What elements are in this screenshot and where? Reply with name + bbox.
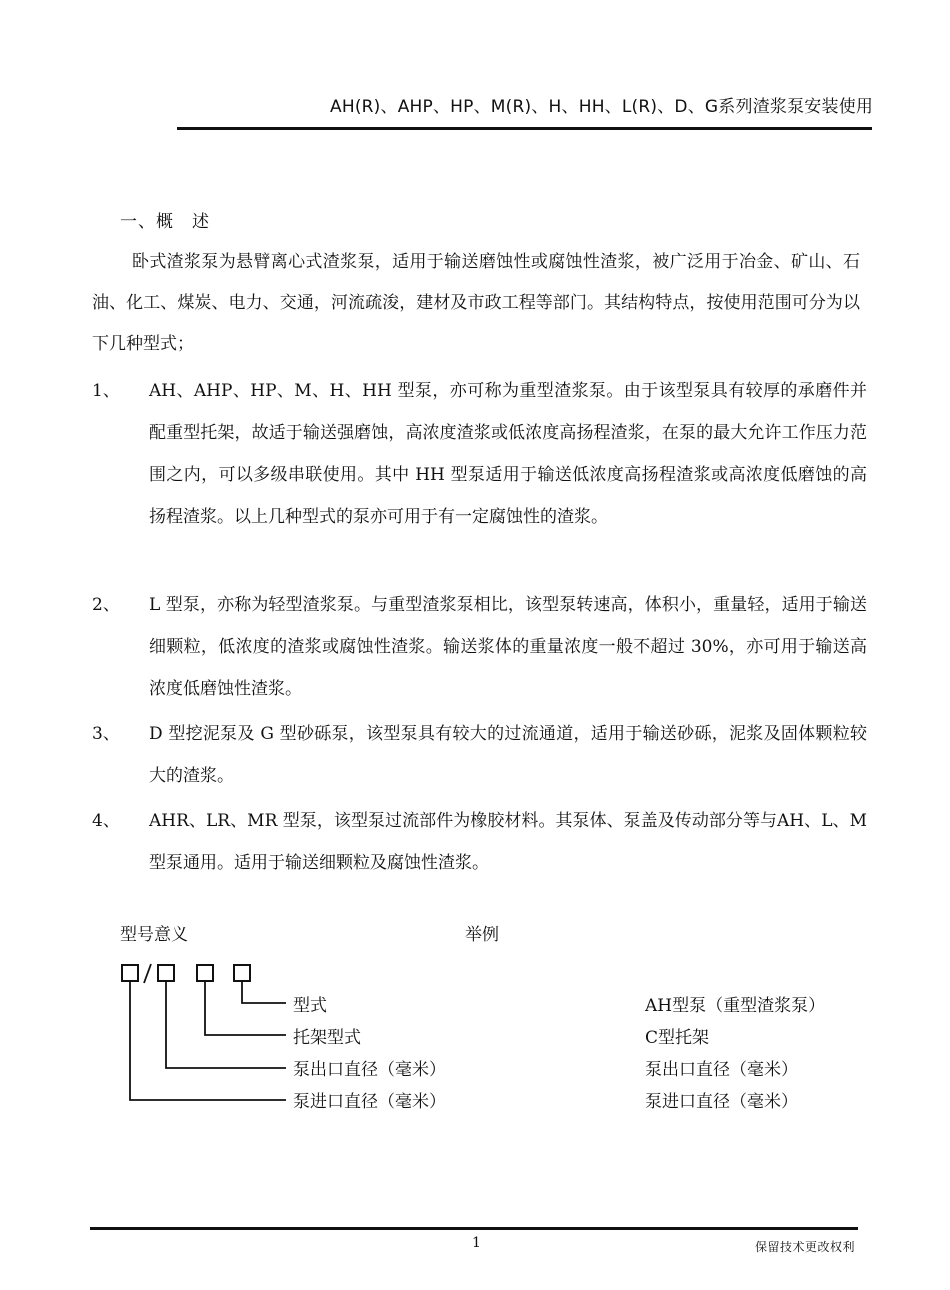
footer-note: 保留技术更改权利	[755, 1240, 856, 1254]
list-item	[92, 584, 867, 710]
model-code-diagram	[118, 960, 318, 1110]
page-number: 1	[472, 1235, 481, 1251]
outlet-diameter-leader	[166, 981, 286, 1068]
intro-paragraph: 卧式渣浆泵为悬臂离心式渣浆泵，适用于输送磨蚀性或腐蚀性渣浆，被广泛用于冶金、矿山、石油、化工、煤炭、电力、交通，河流疏浚，建材及市政工程等部门。其结构特点，按使用范围可分为以下几种型式；	[92, 252, 860, 354]
list-item-number: 4、	[92, 811, 120, 831]
list-item-text: AHR、LR、MR 型泵，该型泵过流部件为橡胶材料。其泵体、泵盖及传动部分等与AH、L、M 型泵通用。适用于输送细颗粒及腐蚀性渣浆。	[149, 811, 867, 873]
legend-pump-type: 型式	[293, 996, 327, 1016]
legend-frame-type: 托架型式	[293, 1028, 361, 1048]
list-item-text: AH、AHP、HP、M、H、HH 型泵，亦可称为重型渣浆泵。由于该型泵具有较厚的承磨件并配重型托架，故适于输送强磨蚀，高浓度渣浆或低浓度高扬程渣浆，在泵的最大允许工作压力范围之内，可以多级串联使用。其中 HH 型泵适用于输送低浓度高扬程渣浆或高浓度低磨蚀的高扬程渣浆。以上几种型式的泵亦可用于有一定腐蚀性的渣浆。	[149, 381, 867, 527]
footer-rule	[90, 1227, 858, 1230]
pump-type-leader	[242, 981, 286, 1003]
list-item	[92, 800, 867, 884]
list-item-number: 2、	[92, 595, 120, 615]
inlet-diameter-leader	[130, 981, 286, 1100]
legend-outlet-diameter: 泵出口直径（毫米）	[293, 1060, 446, 1080]
list-item-text: L 型泵，亦称为轻型渣浆泵。与重型渣浆泵相比，该型泵转速高，体积小，重量轻，适用于输送细颗粒，低浓度的渣浆或腐蚀性渣浆。输送浆体的重量浓度一般不超过 30%，亦可用于输送高浓度低磨蚀性渣浆。	[149, 595, 867, 699]
frame-type-box	[197, 965, 213, 981]
legend-inlet-diameter: 泵进口直径（毫米）	[293, 1092, 446, 1112]
model-meaning-label: 型号意义	[120, 925, 188, 945]
section-title: 一、概 述	[120, 212, 210, 232]
inlet-diameter-box	[122, 965, 138, 981]
example-outlet-diameter: 泵出口直径（毫米）	[645, 1060, 798, 1080]
example-frame-type: C型托架	[645, 1028, 710, 1048]
pump-type-box	[234, 965, 250, 981]
example-pump-type: AH型泵（重型渣浆泵）	[645, 996, 826, 1016]
list-item	[92, 370, 867, 538]
outlet-diameter-box	[158, 965, 174, 981]
slash-separator	[144, 964, 151, 983]
list-item-number: 3、	[92, 724, 120, 744]
frame-type-leader	[205, 981, 286, 1035]
document-title: AH(R)、AHP、HP、M(R)、H、HH、L(R)、D、G系列渣浆泵安装使用	[330, 97, 874, 117]
example-label: 举例	[465, 925, 499, 945]
list-item-number: 1、	[92, 381, 120, 401]
list-item	[92, 713, 867, 797]
example-inlet-diameter: 泵进口直径（毫米）	[645, 1092, 798, 1112]
header-rule	[177, 127, 872, 130]
list-item-text: D 型挖泥泵及 G 型砂砾泵，该型泵具有较大的过流通道，适用于输送砂砾，泥浆及固体颗粒较大的渣浆。	[149, 724, 867, 786]
